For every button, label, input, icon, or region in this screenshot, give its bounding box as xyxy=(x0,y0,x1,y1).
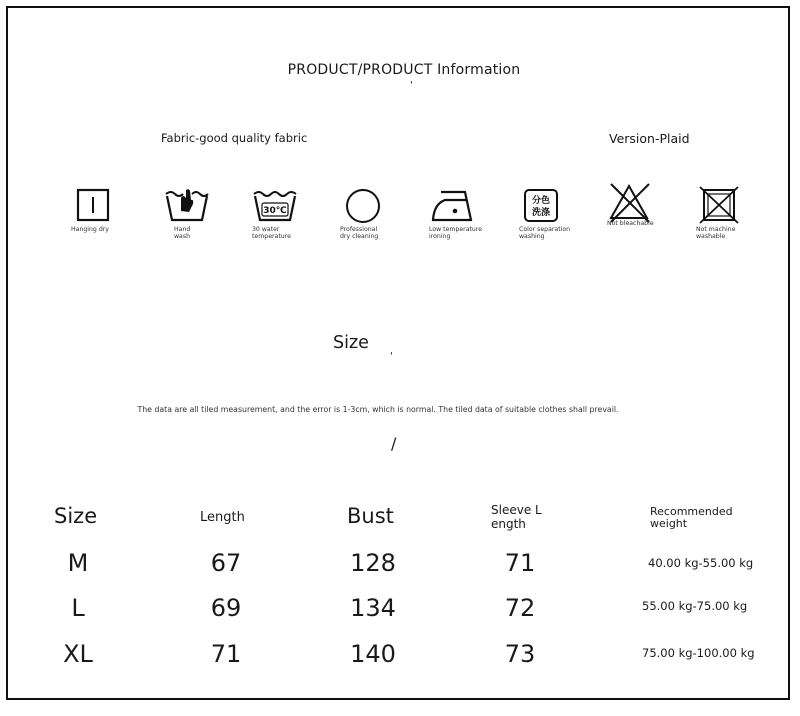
care-label: Hanging dry xyxy=(71,226,109,233)
header-size: Size xyxy=(54,504,98,528)
care-label: Low temperature ironing xyxy=(429,226,483,240)
row-m-bust: 128 xyxy=(350,549,396,577)
header-sleeve-length xyxy=(491,503,542,531)
row-l-length: 69 xyxy=(210,594,242,622)
row-l-weight: 55.00 kg-75.00 kg xyxy=(642,599,748,613)
title-tick: ' xyxy=(410,80,413,91)
care-label: Professional dry cleaning xyxy=(340,226,379,240)
care-hanging-dry xyxy=(71,186,161,233)
care-label: Not machine washable xyxy=(696,226,736,240)
header-bust: Bust xyxy=(347,504,394,528)
header-length: Length xyxy=(200,510,245,525)
row-l-bust: 134 xyxy=(350,594,396,622)
professional-dry-cleaning-icon xyxy=(340,186,384,224)
care-label: Not bleachable xyxy=(607,220,654,227)
size-section-title: Size xyxy=(333,333,369,353)
row-xl-length: 71 xyxy=(210,640,242,668)
section-slash: / xyxy=(391,434,397,453)
header-sleeve-line-1: Sleeve L xyxy=(491,503,542,517)
low-temperature-ironing-icon xyxy=(429,186,477,224)
row-m-sleeve: 71 xyxy=(504,549,536,577)
fabric-label: Fabric-good quality fabric xyxy=(161,131,308,145)
page-title: PRODUCT/PRODUCT Information xyxy=(287,62,521,78)
row-l-size: L xyxy=(71,594,85,622)
wash-30-symbol-text: 30℃ xyxy=(263,206,287,216)
care-wash-30 xyxy=(252,186,342,240)
not-bleachable-icon xyxy=(607,180,655,224)
version-label: Version-Plaid xyxy=(609,131,690,146)
row-xl-weight: 75.00 kg-100.00 kg xyxy=(642,646,755,660)
color-separation-symbol-text-2: 洗涤 xyxy=(531,208,551,218)
care-label: 30 water temperature xyxy=(252,226,291,240)
header-weight-line-1: Recommended xyxy=(650,505,733,518)
row-xl-size: XL xyxy=(63,640,93,668)
care-hand-wash xyxy=(164,186,254,240)
care-label: Color separation washing xyxy=(519,226,571,240)
care-label: Hand wash xyxy=(174,226,191,240)
care-not-machine-washable xyxy=(696,186,786,240)
care-professional-dry-cleaning xyxy=(340,186,430,240)
row-l-sleeve: 72 xyxy=(504,594,536,622)
size-title-tick: ' xyxy=(390,351,393,362)
hanging-dry-icon xyxy=(75,186,119,224)
care-color-separation-washing xyxy=(519,186,609,240)
hand-wash-icon xyxy=(164,186,212,224)
measurement-note: The data are all tiled measurement, and the error is 1-3cm, which is normal. The tiled data of suitable clothes shall prevail. xyxy=(137,405,619,414)
care-not-bleachable xyxy=(607,186,697,227)
row-xl-sleeve: 73 xyxy=(504,640,536,668)
not-machine-washable-icon xyxy=(696,186,740,224)
row-xl-bust: 140 xyxy=(350,640,396,668)
row-m-length: 67 xyxy=(210,549,242,577)
header-recommended-weight xyxy=(650,506,733,530)
header-weight-line-2: weight xyxy=(650,517,688,530)
color-separation-symbol-text-1: 分色 xyxy=(531,196,551,206)
header-sleeve-line-2: ength xyxy=(491,517,526,531)
color-separation-washing-icon xyxy=(519,186,563,224)
care-low-temperature-ironing xyxy=(429,186,519,240)
wash-30-icon xyxy=(252,186,300,224)
row-m-size: M xyxy=(67,549,89,577)
row-m-weight: 40.00 kg-55.00 kg xyxy=(648,556,754,570)
